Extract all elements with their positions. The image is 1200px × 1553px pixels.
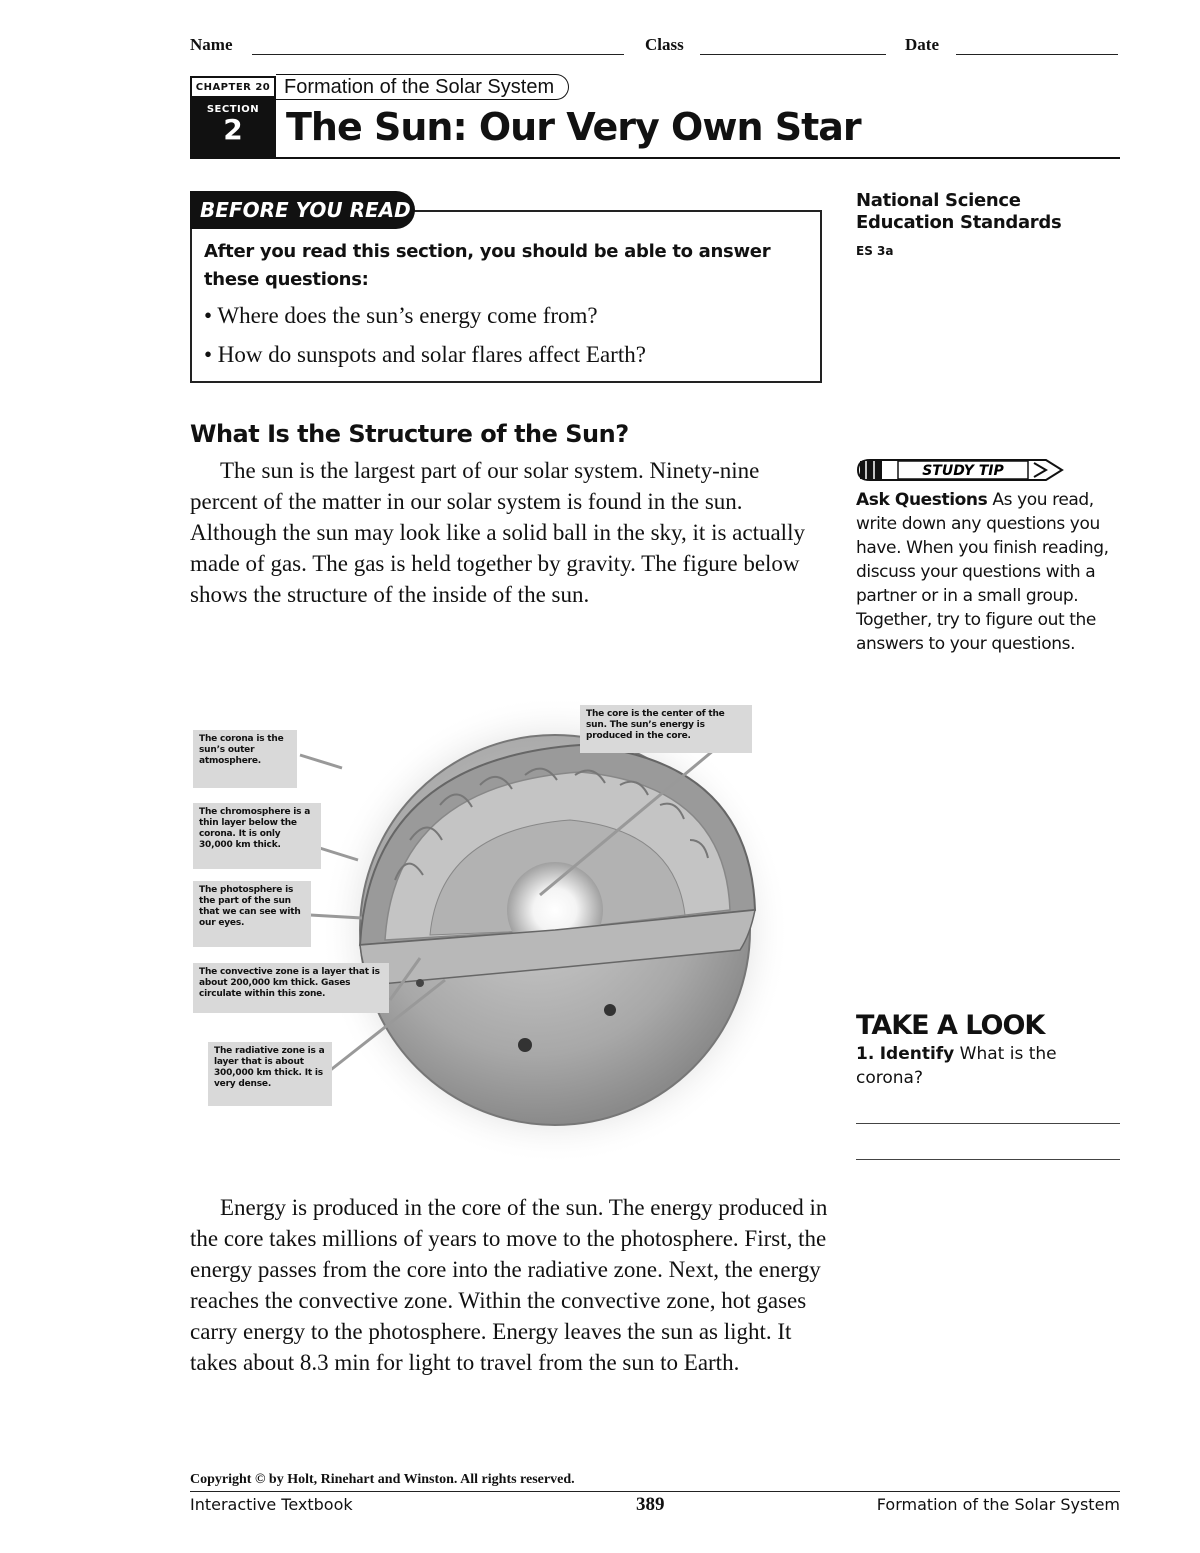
sunspot: [604, 1004, 616, 1016]
answer-line[interactable]: [856, 1159, 1120, 1160]
body-paragraph-2: Energy is produced in the core of the sun. The energy produced in the core takes millions of years to move to the photosphere. First, the energy passes from the core into the radiative zone. Next, the energy reaches the convective zone. Within the convective zone, hot gases carry energy to the photosphere. Energy leaves the sun as light. It takes about 8.3 min for light to travel from the sun to Earth.: [190, 1195, 828, 1375]
section-heading: What Is the Structure of the Sun?: [190, 420, 629, 448]
sunspot: [416, 979, 424, 987]
study-tip-body: As you read, write down any questions you have. When you finish reading, discuss your questions with a partner or in a small group. Together, try to figure out the answers to your questions.: [856, 490, 1109, 654]
body-paragraph-1: The sun is the largest part of our solar system. Ninety-nine percent of the matter in our solar system is found in the sun. Although the sun may look like a solid ball in the sky, it is actually made of gas. The gas is held together by gravity. The figure below shows the structure of the inside of the sun.: [190, 458, 805, 607]
class-field[interactable]: [700, 54, 886, 55]
before-you-read-intro: After you read this section, you should be able to answer these questions:: [204, 241, 771, 290]
study-tip-badge: [856, 458, 1066, 482]
date-label: Date: [905, 35, 939, 54]
take-a-look-heading: TAKE A LOOK: [856, 1010, 1045, 1041]
chapter-title: Formation of the Solar System: [276, 74, 569, 100]
chromosphere-label: The chromosphere is a thin layer below the corona. It is only 30,000 km thick.: [193, 803, 321, 869]
corona-label: The corona is the sun’s outer atmosphere.: [193, 730, 297, 788]
photosphere-label: The photosphere is the part of the sun that we can see with our eyes.: [193, 881, 311, 947]
take-a-look-question: [856, 1042, 1116, 1090]
answer-line[interactable]: [856, 1123, 1120, 1124]
page-title: The Sun: Our Very Own Star: [286, 105, 861, 149]
radiative-zone-label: The radiative zone is a layer that is about 300,000 km thick. It is very dense.: [208, 1042, 332, 1106]
question-lead: Identify: [879, 1044, 955, 1064]
question-text: What is the corona?: [856, 1044, 1057, 1088]
footer-book-title: Interactive Textbook: [190, 1495, 353, 1514]
study-tip-text: [856, 488, 1126, 656]
section-number: 2: [223, 113, 243, 146]
page-number: 389: [636, 1494, 665, 1515]
section-badge: [190, 98, 276, 158]
question-number: 1.: [856, 1044, 875, 1064]
standards-heading: National Science Education Standards: [856, 190, 1062, 233]
study-tip-label: STUDY TIP: [922, 463, 1004, 479]
question-item: • Where does the sun’s energy come from?: [204, 303, 598, 328]
section-label: SECTION: [206, 104, 260, 115]
class-label: Class: [645, 35, 684, 54]
question-item: • How do sunspots and solar flares affect Earth?: [204, 342, 646, 367]
name-label: Name: [190, 35, 233, 54]
standards-code: ES 3a: [856, 244, 894, 258]
sun-structure-figure: [280, 700, 840, 1170]
study-tip-lead: Ask Questions: [856, 490, 988, 510]
chapter-tag: CHAPTER 20: [190, 76, 276, 98]
footer-chapter-title: Formation of the Solar System: [876, 1495, 1120, 1514]
name-field[interactable]: [252, 54, 624, 55]
before-you-read-heading: BEFORE YOU READ: [190, 191, 415, 229]
sunspot: [518, 1038, 532, 1052]
date-field[interactable]: [956, 54, 1118, 55]
convective-zone-label: The convective zone is a layer that is about 200,000 km thick. Gases circulate within this zone.: [193, 963, 389, 1013]
footer-divider: [190, 1491, 1120, 1492]
copyright: Copyright © by Holt, Rinehart and Winston. All rights reserved.: [190, 1472, 575, 1487]
title-divider: [190, 157, 1120, 159]
core-label: The core is the center of the sun. The sun’s energy is produced in the core.: [580, 705, 752, 753]
